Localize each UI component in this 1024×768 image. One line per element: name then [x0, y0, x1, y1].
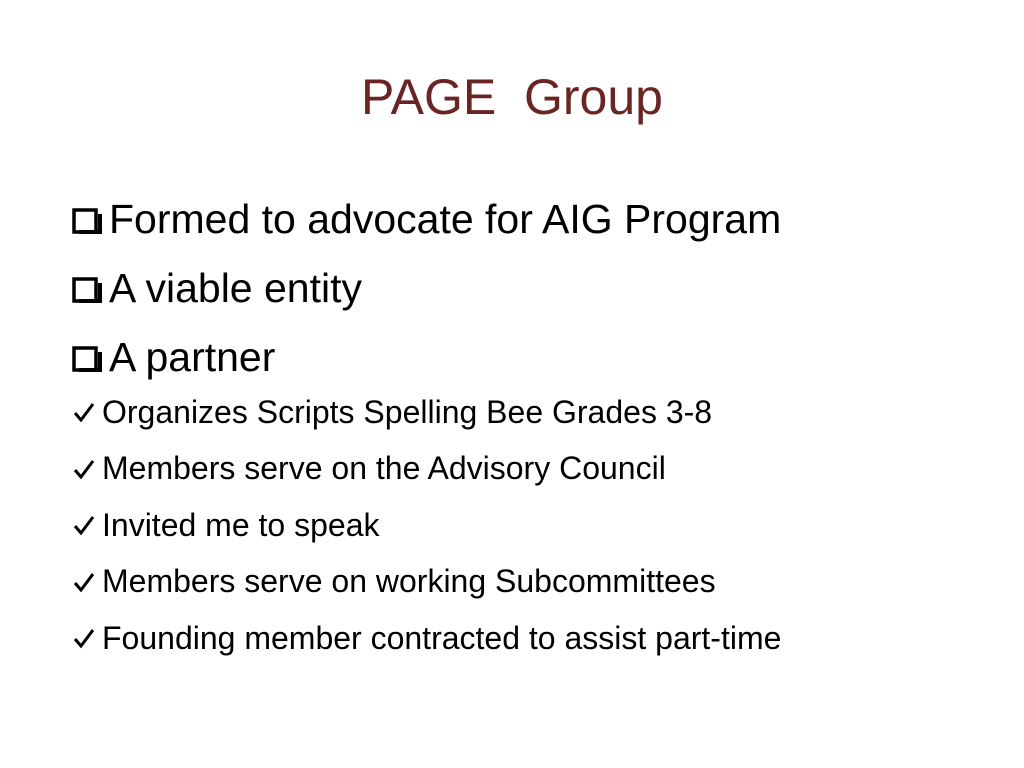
secondary-bullet-text: Organizes Scripts Spelling Bee Grades 3-8 — [102, 393, 713, 430]
checkbox-square-icon — [66, 337, 108, 379]
primary-bullet-list — [66, 185, 781, 392]
secondary-bullet-text: Founding member contracted to assist part-time — [102, 619, 782, 656]
primary-bullet-text: Formed to advocate for AIG Program — [109, 196, 782, 242]
checkbox-square-icon — [66, 268, 108, 310]
primary-bullet-text: A viable entity — [109, 265, 362, 311]
secondary-bullet-text: Members serve on the Advisory Council — [102, 450, 666, 487]
checkmark-icon — [72, 455, 96, 483]
secondary-bullet-item — [72, 610, 781, 667]
primary-bullet-item — [66, 254, 781, 323]
checkmark-icon — [72, 511, 96, 539]
secondary-bullet-item — [72, 554, 781, 611]
checkmark-icon — [72, 568, 96, 596]
checkmark-icon — [72, 624, 96, 652]
checkmark-icon — [72, 398, 96, 426]
checkbox-square-icon — [66, 199, 108, 241]
secondary-bullet-list — [72, 384, 781, 667]
secondary-bullet-item — [72, 441, 781, 498]
primary-bullet-item — [66, 185, 781, 254]
secondary-bullet-text: Invited me to speak — [102, 506, 380, 543]
secondary-bullet-item — [72, 384, 781, 441]
secondary-bullet-text: Members serve on working Subcommittees — [102, 563, 716, 600]
secondary-bullet-item — [72, 497, 781, 554]
primary-bullet-text: A partner — [109, 334, 276, 380]
primary-bullet-item — [66, 323, 781, 392]
slide-title: PAGE Group — [361, 69, 663, 125]
